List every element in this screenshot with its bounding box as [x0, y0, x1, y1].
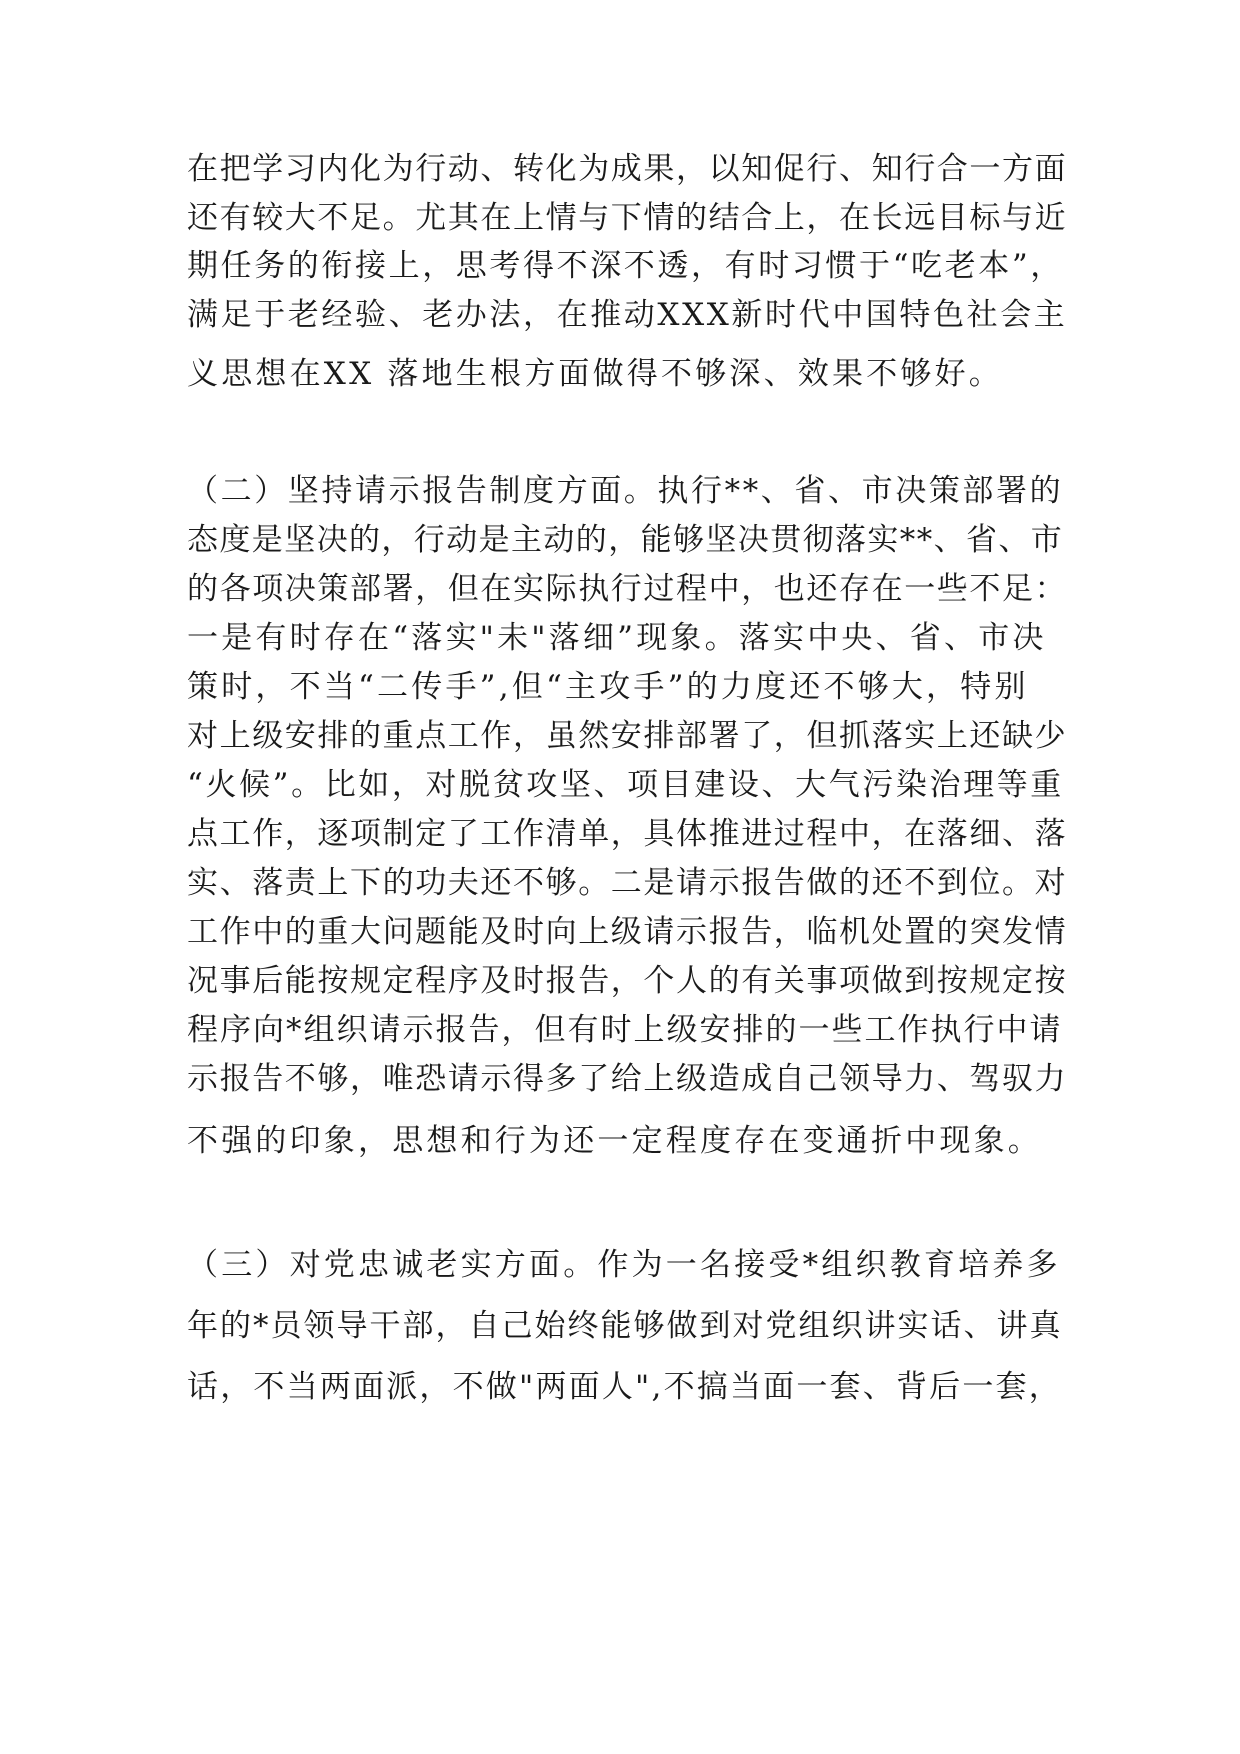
- text-line: 程序向*组织请示报告，但有时上级安排的一些工作执行中请: [187, 1012, 1063, 1048]
- text-line: 况事后能按规定程序及时报告，个人的有关事项做到按规定按: [187, 963, 1068, 999]
- text-line: 态度是坚决的，行动是主动的，能够坚决贯彻落实**、省、市: [187, 522, 1064, 558]
- text-line: 年的*员领导干部，自己始终能够做到对党组织讲实话、讲真: [187, 1308, 1063, 1344]
- text-line: 一是有时存在“落实"未"落细”现象。落实中央、省、市决: [187, 620, 1047, 656]
- text-line: 不强的印象，思想和行为还一定程度存在变通折中现象。: [187, 1123, 1042, 1159]
- text-line: 工作中的重大问题能及时向上级请示报告，临机处置的突发情: [187, 914, 1068, 950]
- text-line: 的各项决策部署，但在实际执行过程中，也还存在一些不足：: [187, 571, 1068, 607]
- text-line: 示报告不够，唯恐请示得多了给上级造成自己领导力、驾驭力: [187, 1061, 1068, 1097]
- text-line: 义思想在XX 落地生根方面做得不够深、效果不够好。: [187, 356, 1003, 392]
- text-line: 满足于老经验、老办法，在推动XXX新时代中国特色社会主: [187, 297, 1068, 333]
- text-line: 对上级安排的重点工作，虽然安排部署了，但抓落实上还缺少: [187, 718, 1068, 754]
- text-line: 还有较大不足。尤其在上情与下情的结合上，在长远目标与近: [187, 200, 1068, 236]
- text-line: “火候”。比如，对脱贫攻坚、项目建设、大气污染治理等重: [187, 767, 1064, 803]
- text-line: 点工作，逐项制定了工作清单，具体推进过程中，在落细、落: [187, 816, 1068, 852]
- text-line: 期任务的衔接上，思考得不深不透，有时习惯于“吃老本”，: [187, 248, 1064, 284]
- section-heading-line: （二）坚持请示报告制度方面。执行**、省、市决策部署的: [187, 473, 1064, 509]
- text-line: 实、落责上下的功夫还不够。二是请示报告做的还不到位。对: [187, 865, 1068, 901]
- text-line: 策时，不当“二传手”,但“主攻手”的力度还不够大，特别: [187, 669, 1029, 705]
- section-heading-line: （三）对党忠诚老实方面。作为一名接受*组织教育培养多: [187, 1247, 1061, 1283]
- text-line: 话，不当两面派，不做"两面人",不搞当面一套、背后一套，: [187, 1369, 1062, 1405]
- text-line: 在把学习内化为行动、转化为成果，以知促行、知行合一方面: [187, 151, 1068, 187]
